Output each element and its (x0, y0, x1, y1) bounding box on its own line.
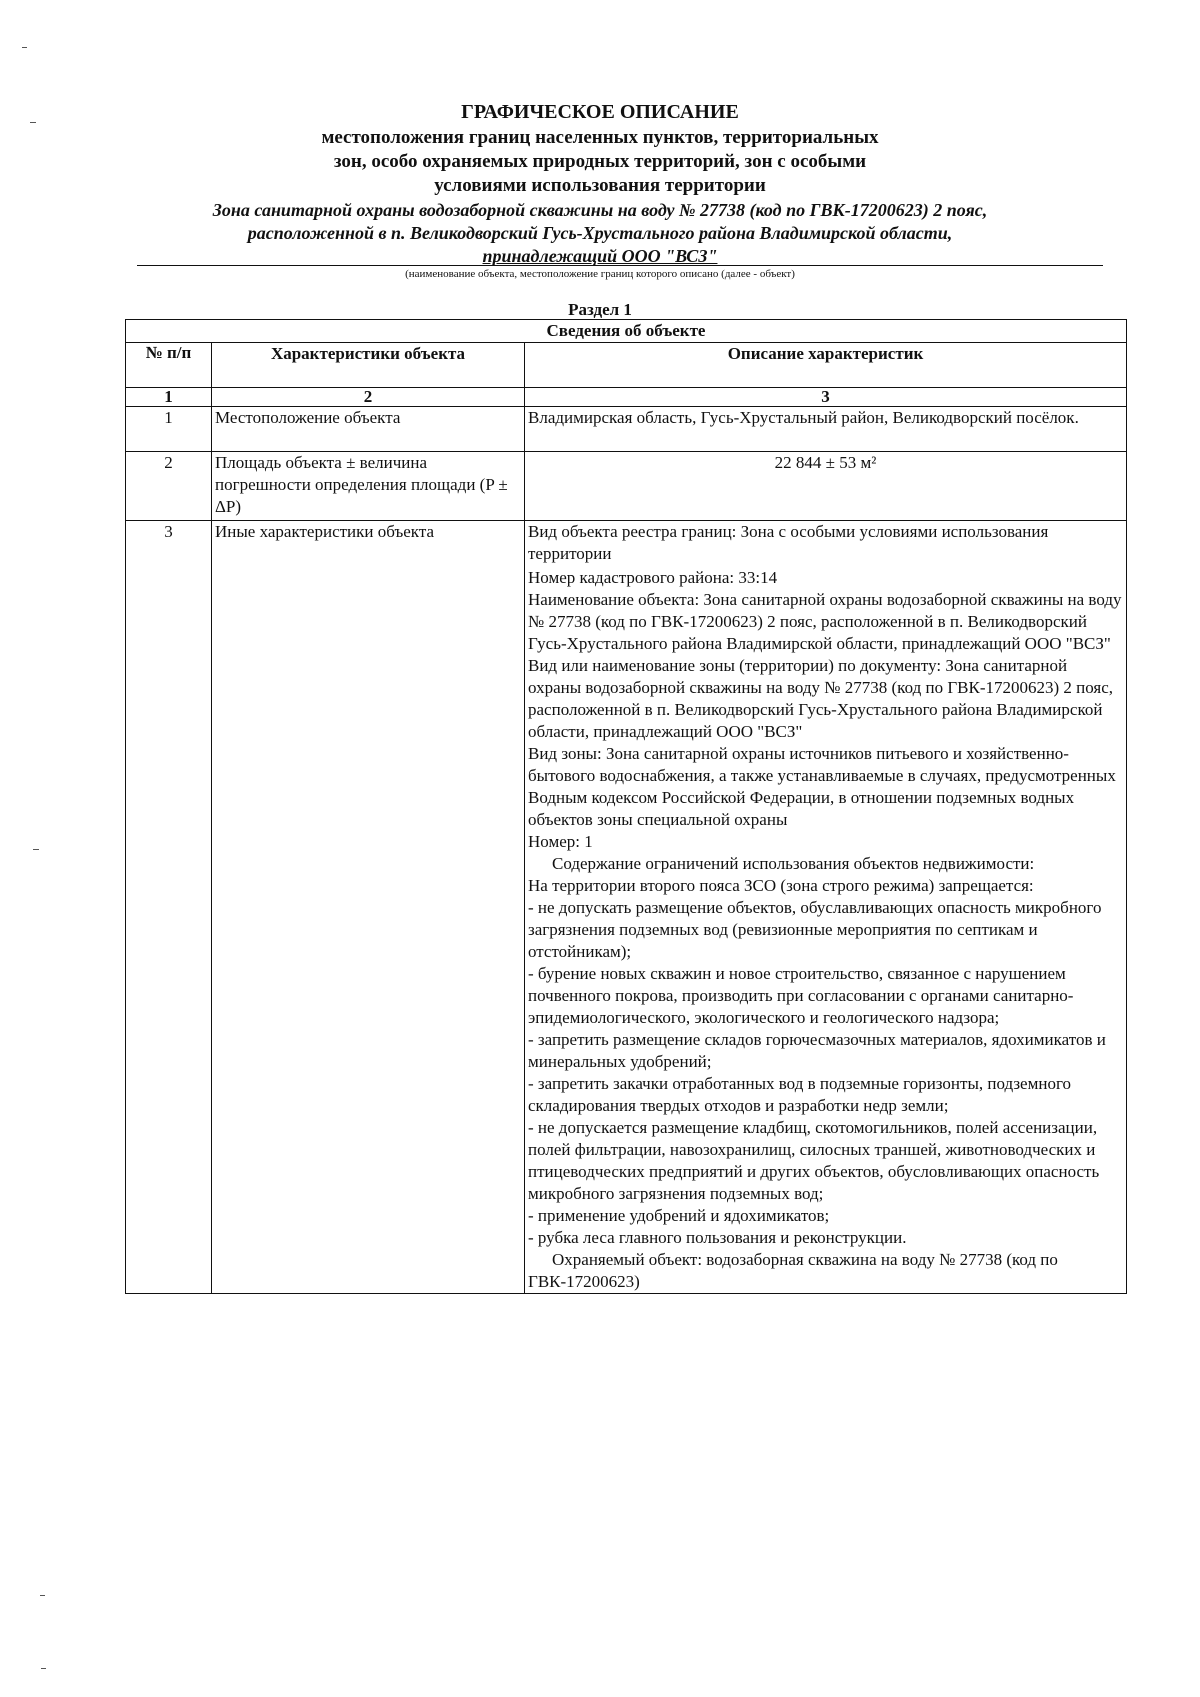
column-header-number: № п/п (126, 343, 212, 388)
section-title: Раздел 1 (568, 300, 632, 319)
description-paragraph: Охраняемый объект: водозаборная скважина на воду № 27738 (код по ГВК-17200623) (528, 1250, 1058, 1291)
description-paragraph: - бурение новых скважин и новое строительство, связанное с нарушением почвенного покрова, производить при согласовании с органами санитарно- эпидемиологического, экологического и геологического надзора; (528, 964, 1074, 1027)
document-subtitle (0, 126, 1200, 198)
object-name-line: расположенной в п. Великодворский Гусь-Хрустального района Владимирской области, (247, 223, 953, 243)
scan-mark (41, 1668, 46, 1669)
object-info-table (125, 319, 1127, 1294)
description-paragraph: - рубка леса главного пользования и реконструкции. (528, 1228, 907, 1247)
description-paragraph: Наименование объекта: Зона санитарной охраны водозаборной скважины на воду № 27738 (код по ГВК-17200623) 2 пояс, расположенной в п. Великодворский Гусь-Хрустального района Владимирской области, принадлежащий ООО "ВСЗ" (528, 590, 1122, 653)
description-paragraph: - применение удобрений и ядохимикатов; (528, 1206, 830, 1225)
description-paragraph: Содержание ограничений использования объектов недвижимости: (552, 854, 1035, 873)
subtitle-line: местоположения границ населенных пунктов, территориальных (321, 127, 879, 148)
scan-mark (22, 47, 27, 48)
description-paragraph: На территории второго пояса ЗСО (зона строго режима) запрещается: (528, 876, 1034, 895)
description-paragraph: - не допускается размещение кладбищ, скотомогильников, полей ассенизации, полей фильтрации, навозохранилищ, силосных траншей, животноводческих и птицеводческих предприятий и других объектов, обусловливающих опасность микробного загрязнения подземных вод; (528, 1118, 1100, 1203)
description-paragraph: Вид объекта реестра границ: Зона с особыми условиями использования территории (528, 522, 1049, 563)
column-number: 1 (126, 388, 212, 407)
row-description: 22 844 ± 53 м² (525, 452, 1127, 521)
row-number: 3 (126, 521, 212, 1294)
description-paragraph: Номер кадастрового района: 33:14 (528, 568, 778, 587)
column-number-row (126, 388, 1127, 407)
column-number: 2 (212, 388, 525, 407)
description-paragraph: Номер: 1 (528, 832, 593, 851)
table-row (126, 452, 1127, 521)
description-paragraph: - запретить размещение складов горючесмазочных материалов, ядохимикатов и минеральных удобрений; (528, 1030, 1106, 1071)
subtitle-line: условиями использования территории (434, 175, 766, 196)
description-paragraph: - запретить закачки отработанных вод в подземные горизонты, подземного складирования твердых отходов и разработки недр земли; (528, 1074, 1072, 1115)
description-paragraph: - не допускать размещение объектов, обуславливающих опасность микробного загрязнения подземных вод (ревизионные мероприятия по септикам и отстойникам); (528, 898, 1102, 961)
table-row (126, 521, 1127, 1294)
row-number: 1 (126, 407, 212, 452)
object-name-line: Зона санитарной охраны водозаборной скважины на воду № 27738 (код по ГВК-17200623) 2 пояс, (212, 200, 988, 220)
row-number: 2 (126, 452, 212, 521)
table-title: Сведения об объекте (126, 320, 1127, 343)
object-name (0, 199, 1200, 268)
row-description: Владимирская область, Гусь-Хрустальный район, Великодворский посёлок. (525, 407, 1127, 452)
object-name-caption: (наименование объекта, местоположение границ которого описано (далее - объект) (405, 268, 795, 280)
description-paragraph: Вид или наименование зоны (территории) по документу: Зона санитарной охраны водозаборной скважины на воду № 27738 (код по ГВК-17200623) 2 пояс, расположенной в п. Великодворский Гусь-Хрустального района Владимирской области, принадлежащий ООО "ВСЗ" (528, 656, 1114, 741)
column-header-characteristic: Характеристики объекта (212, 343, 525, 388)
column-header-description: Описание характеристик (525, 343, 1127, 388)
column-number: 3 (525, 388, 1127, 407)
subtitle-line: зон, особо охраняемых природных территорий, зон с особыми (333, 151, 867, 172)
row-characteristic: Площадь объекта ± величина погрешности определения площади (P ± ΔP) (212, 452, 525, 521)
scan-mark (40, 1595, 45, 1596)
document-title: ГРАФИЧЕСКОЕ ОПИСАНИЕ (461, 101, 739, 123)
object-name-line: принадлежащий ООО "ВСЗ" (482, 246, 718, 266)
row-characteristic: Иные характеристики объекта (212, 521, 525, 1294)
object-name-underline (137, 265, 1103, 266)
row-characteristic: Местоположение объекта (212, 407, 525, 452)
row-description (525, 521, 1127, 1294)
scan-mark (33, 849, 39, 850)
table-row (126, 407, 1127, 452)
table-header-row (126, 343, 1127, 388)
description-paragraph: Вид зоны: Зона санитарной охраны источников питьевого и хозяйственно-бытового водоснабжения, а также устанавливаемые в случаях, предусмотренных Водным кодексом Российской Федерации, в отношении подземных водных объектов зоны специальной охраны (528, 744, 1116, 829)
